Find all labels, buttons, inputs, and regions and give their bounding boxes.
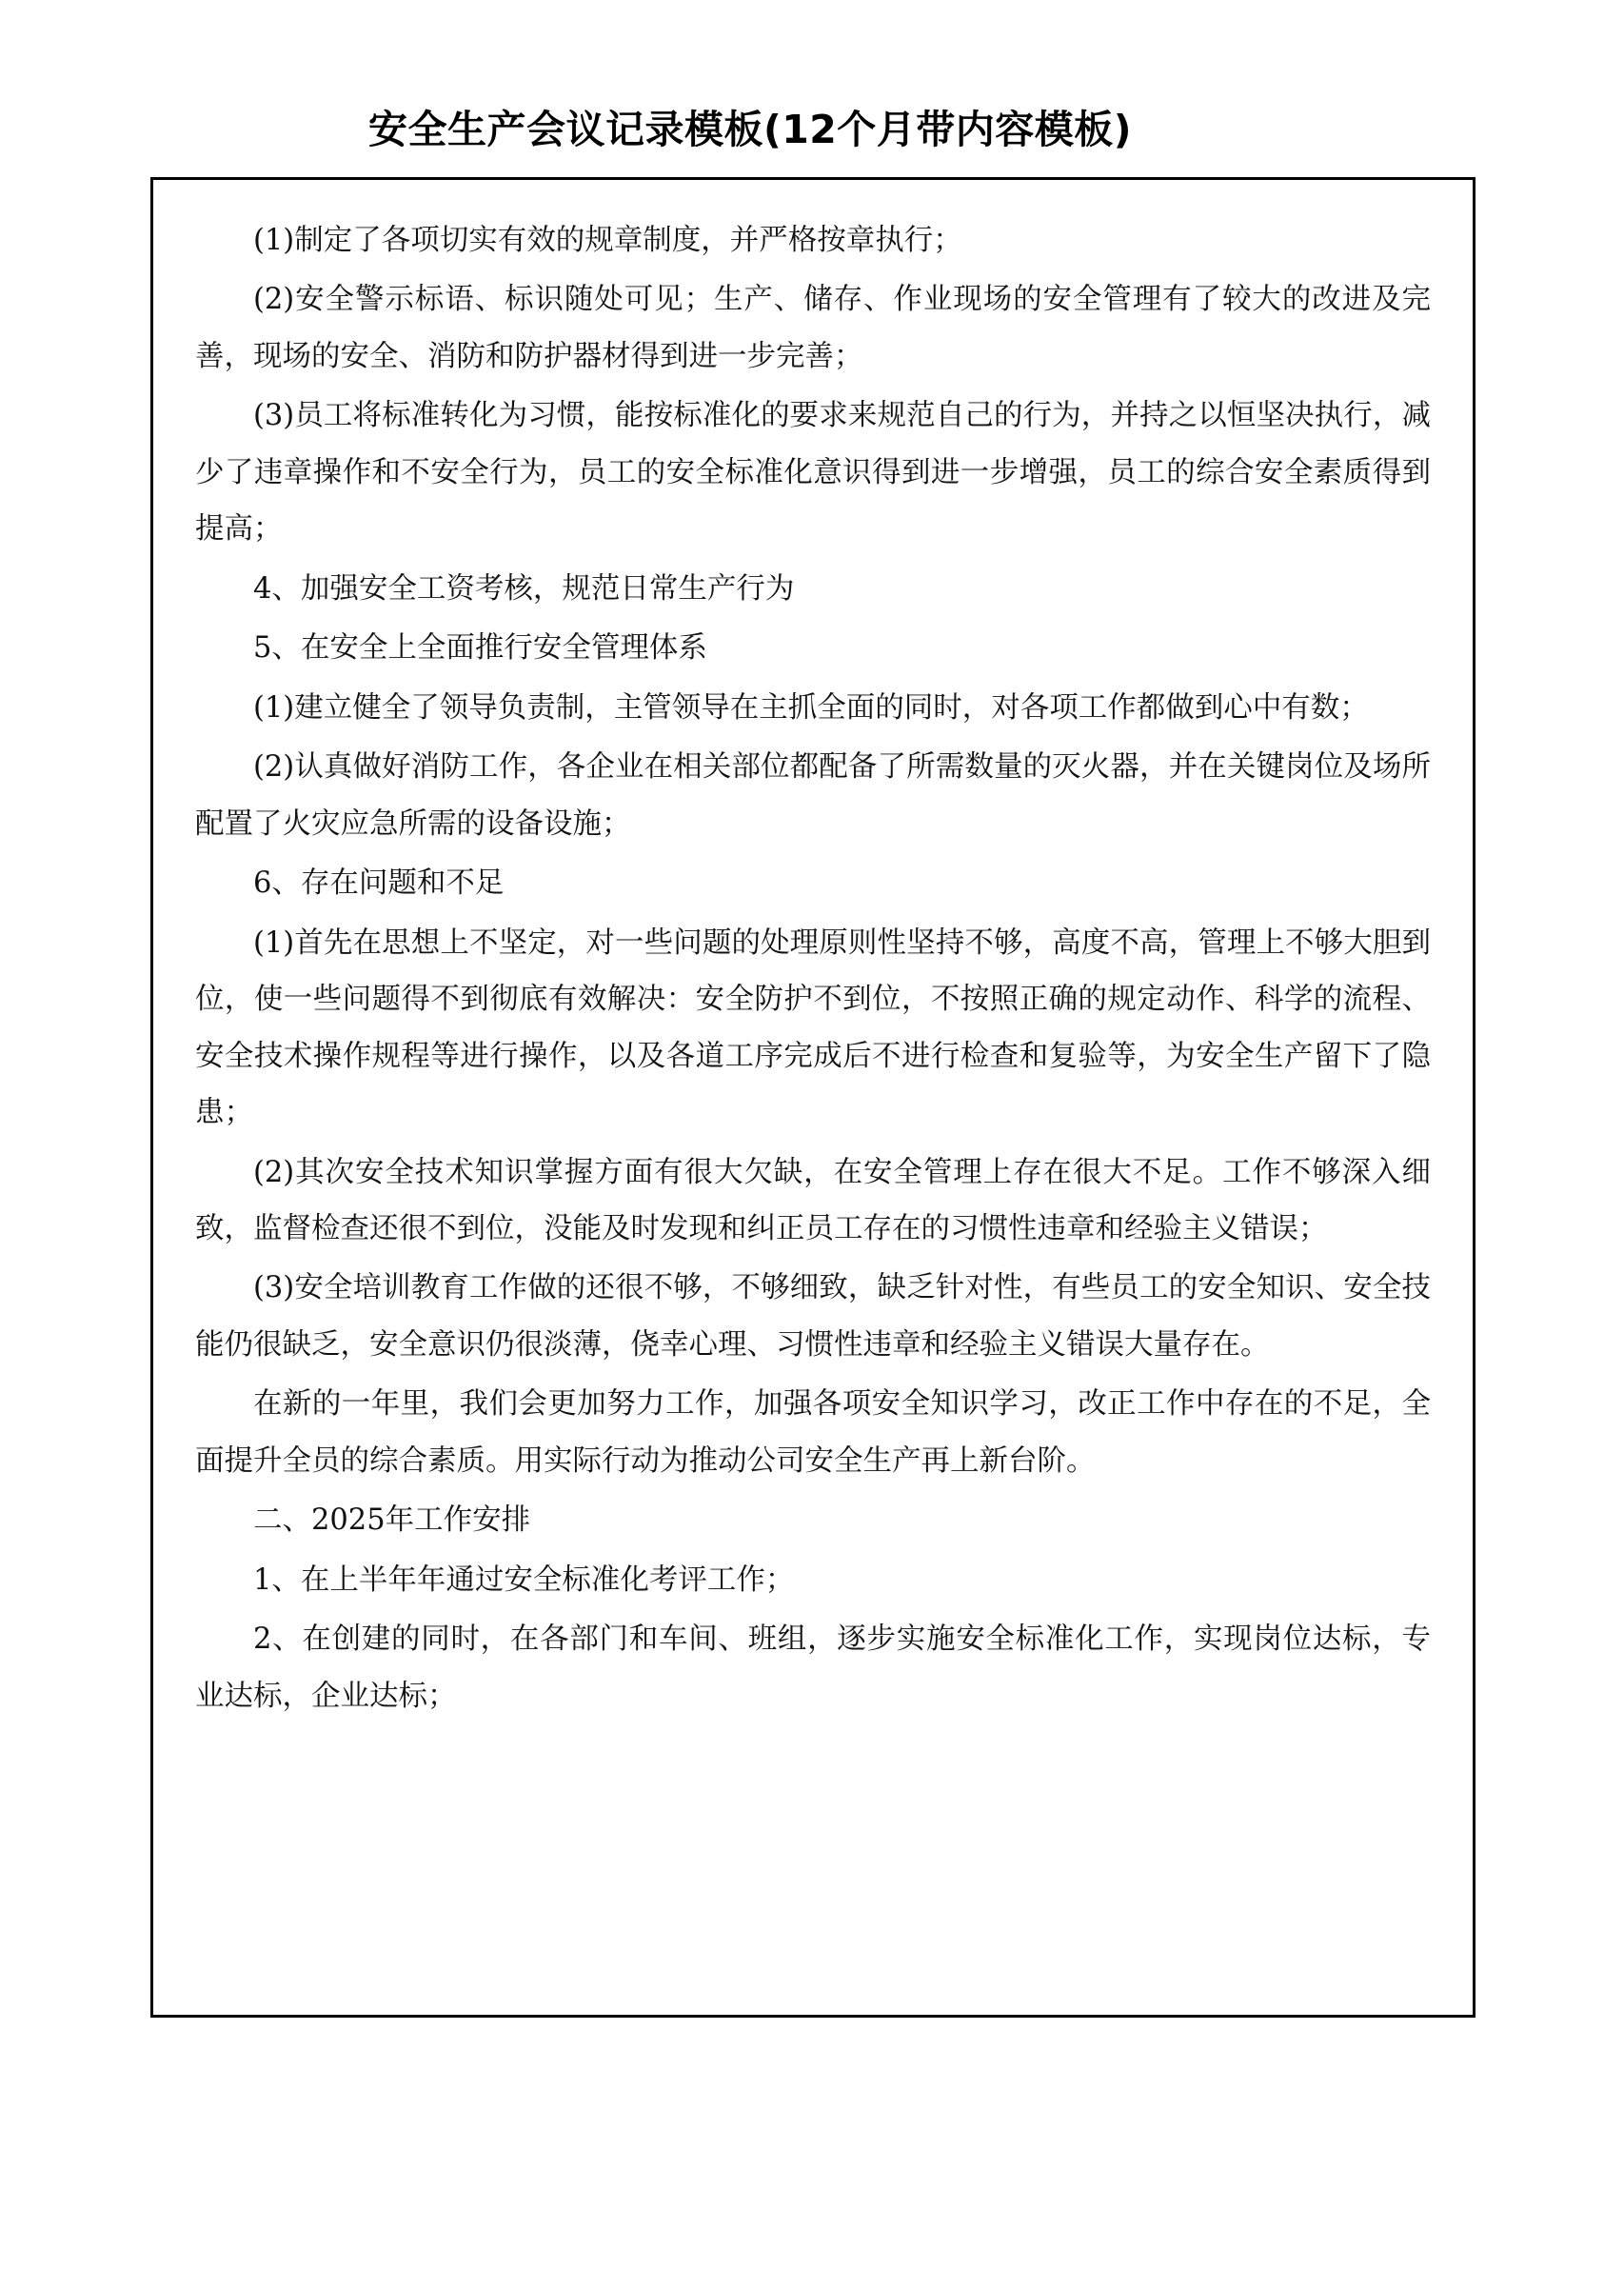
paragraph-7: (2)认真做好消防工作，各企业在相关部位都配备了所需数量的灭火器，并在关键岗位及场所配置了火灾应急所需的设备设施； bbox=[195, 750, 1431, 841]
paragraph-13: 二、2025年工作安排 bbox=[253, 1503, 531, 1538]
paragraph-12: 在新的一年里，我们会更加努力工作，加强各项安全知识学习，改正工作中存在的不足，全面提升全员的综合素质。用实际行动为推动公司安全生产再上新台阶。 bbox=[195, 1387, 1431, 1478]
document-body bbox=[195, 212, 1431, 1724]
paragraph-9: (1)首先在思想上不坚定，对一些问题的处理原则性坚持不够，高度不高，管理上不够大胆到位，使一些问题得不到彻底有效解决：安全防护不到位，不按照正确的规定动作、科学的流程、安全技术操作规程等进行操作，以及各道工序完成后不进行检查和复验等，为安全生产留下了隐患； bbox=[195, 926, 1431, 1130]
paragraph-6: (1)建立健全了领导负责制，主管领导在主抓全面的同时，对各项工作都做到心中有数； bbox=[253, 690, 1369, 725]
paragraph-14: 1、在上半年年通过安全标准化考评工作； bbox=[253, 1562, 795, 1597]
paragraph-15: 2、在创建的同时，在各部门和车间、班组，逐步实施安全标准化工作，实现岗位达标，专业达标，企业达标； bbox=[195, 1622, 1431, 1713]
paragraph-11: (3)安全培训教育工作做的还很不够，不够细致，缺乏针对性，有些员工的安全知识、安全技能仍很缺乏，安全意识仍很淡薄，侥幸心理、习惯性违章和经验主义错误大量存在。 bbox=[195, 1271, 1431, 1362]
paragraph-1: (1)制定了各项切实有效的规章制度，并严格按章执行； bbox=[253, 224, 962, 257]
content-frame bbox=[150, 177, 1475, 2018]
paragraph-5: 5、在安全上全面推行安全管理体系 bbox=[253, 631, 707, 666]
paragraph-4: 4、加强安全工资考核，规范日常生产行为 bbox=[253, 571, 795, 606]
paragraph-8: 6、存在问题和不足 bbox=[253, 866, 505, 901]
page-title: 安全生产会议记录模板(12个月带内容模板) bbox=[367, 107, 1133, 152]
paragraph-2: (2)安全警示标语、标识随处可见；生产、储存、作业现场的安全管理有了较大的改进及完善，现场的安全、消防和防护器材得到进一步完善； bbox=[195, 283, 1431, 373]
paragraph-3: (3)员工将标准转化为习惯，能按标准化的要求来规范自己的行为，并持之以恒坚决执行，减少了违章操作和不安全行为，员工的安全标准化意识得到进一步增强，员工的综合安全素质得到提高； bbox=[195, 399, 1431, 547]
paragraph-10: (2)其次安全技术知识掌握方面有很大欠缺，在安全管理上存在很大不足。工作不够深入细致，监督检查还很不到位，没能及时发现和纠正员工存在的习惯性违章和经验主义错误； bbox=[195, 1155, 1431, 1245]
